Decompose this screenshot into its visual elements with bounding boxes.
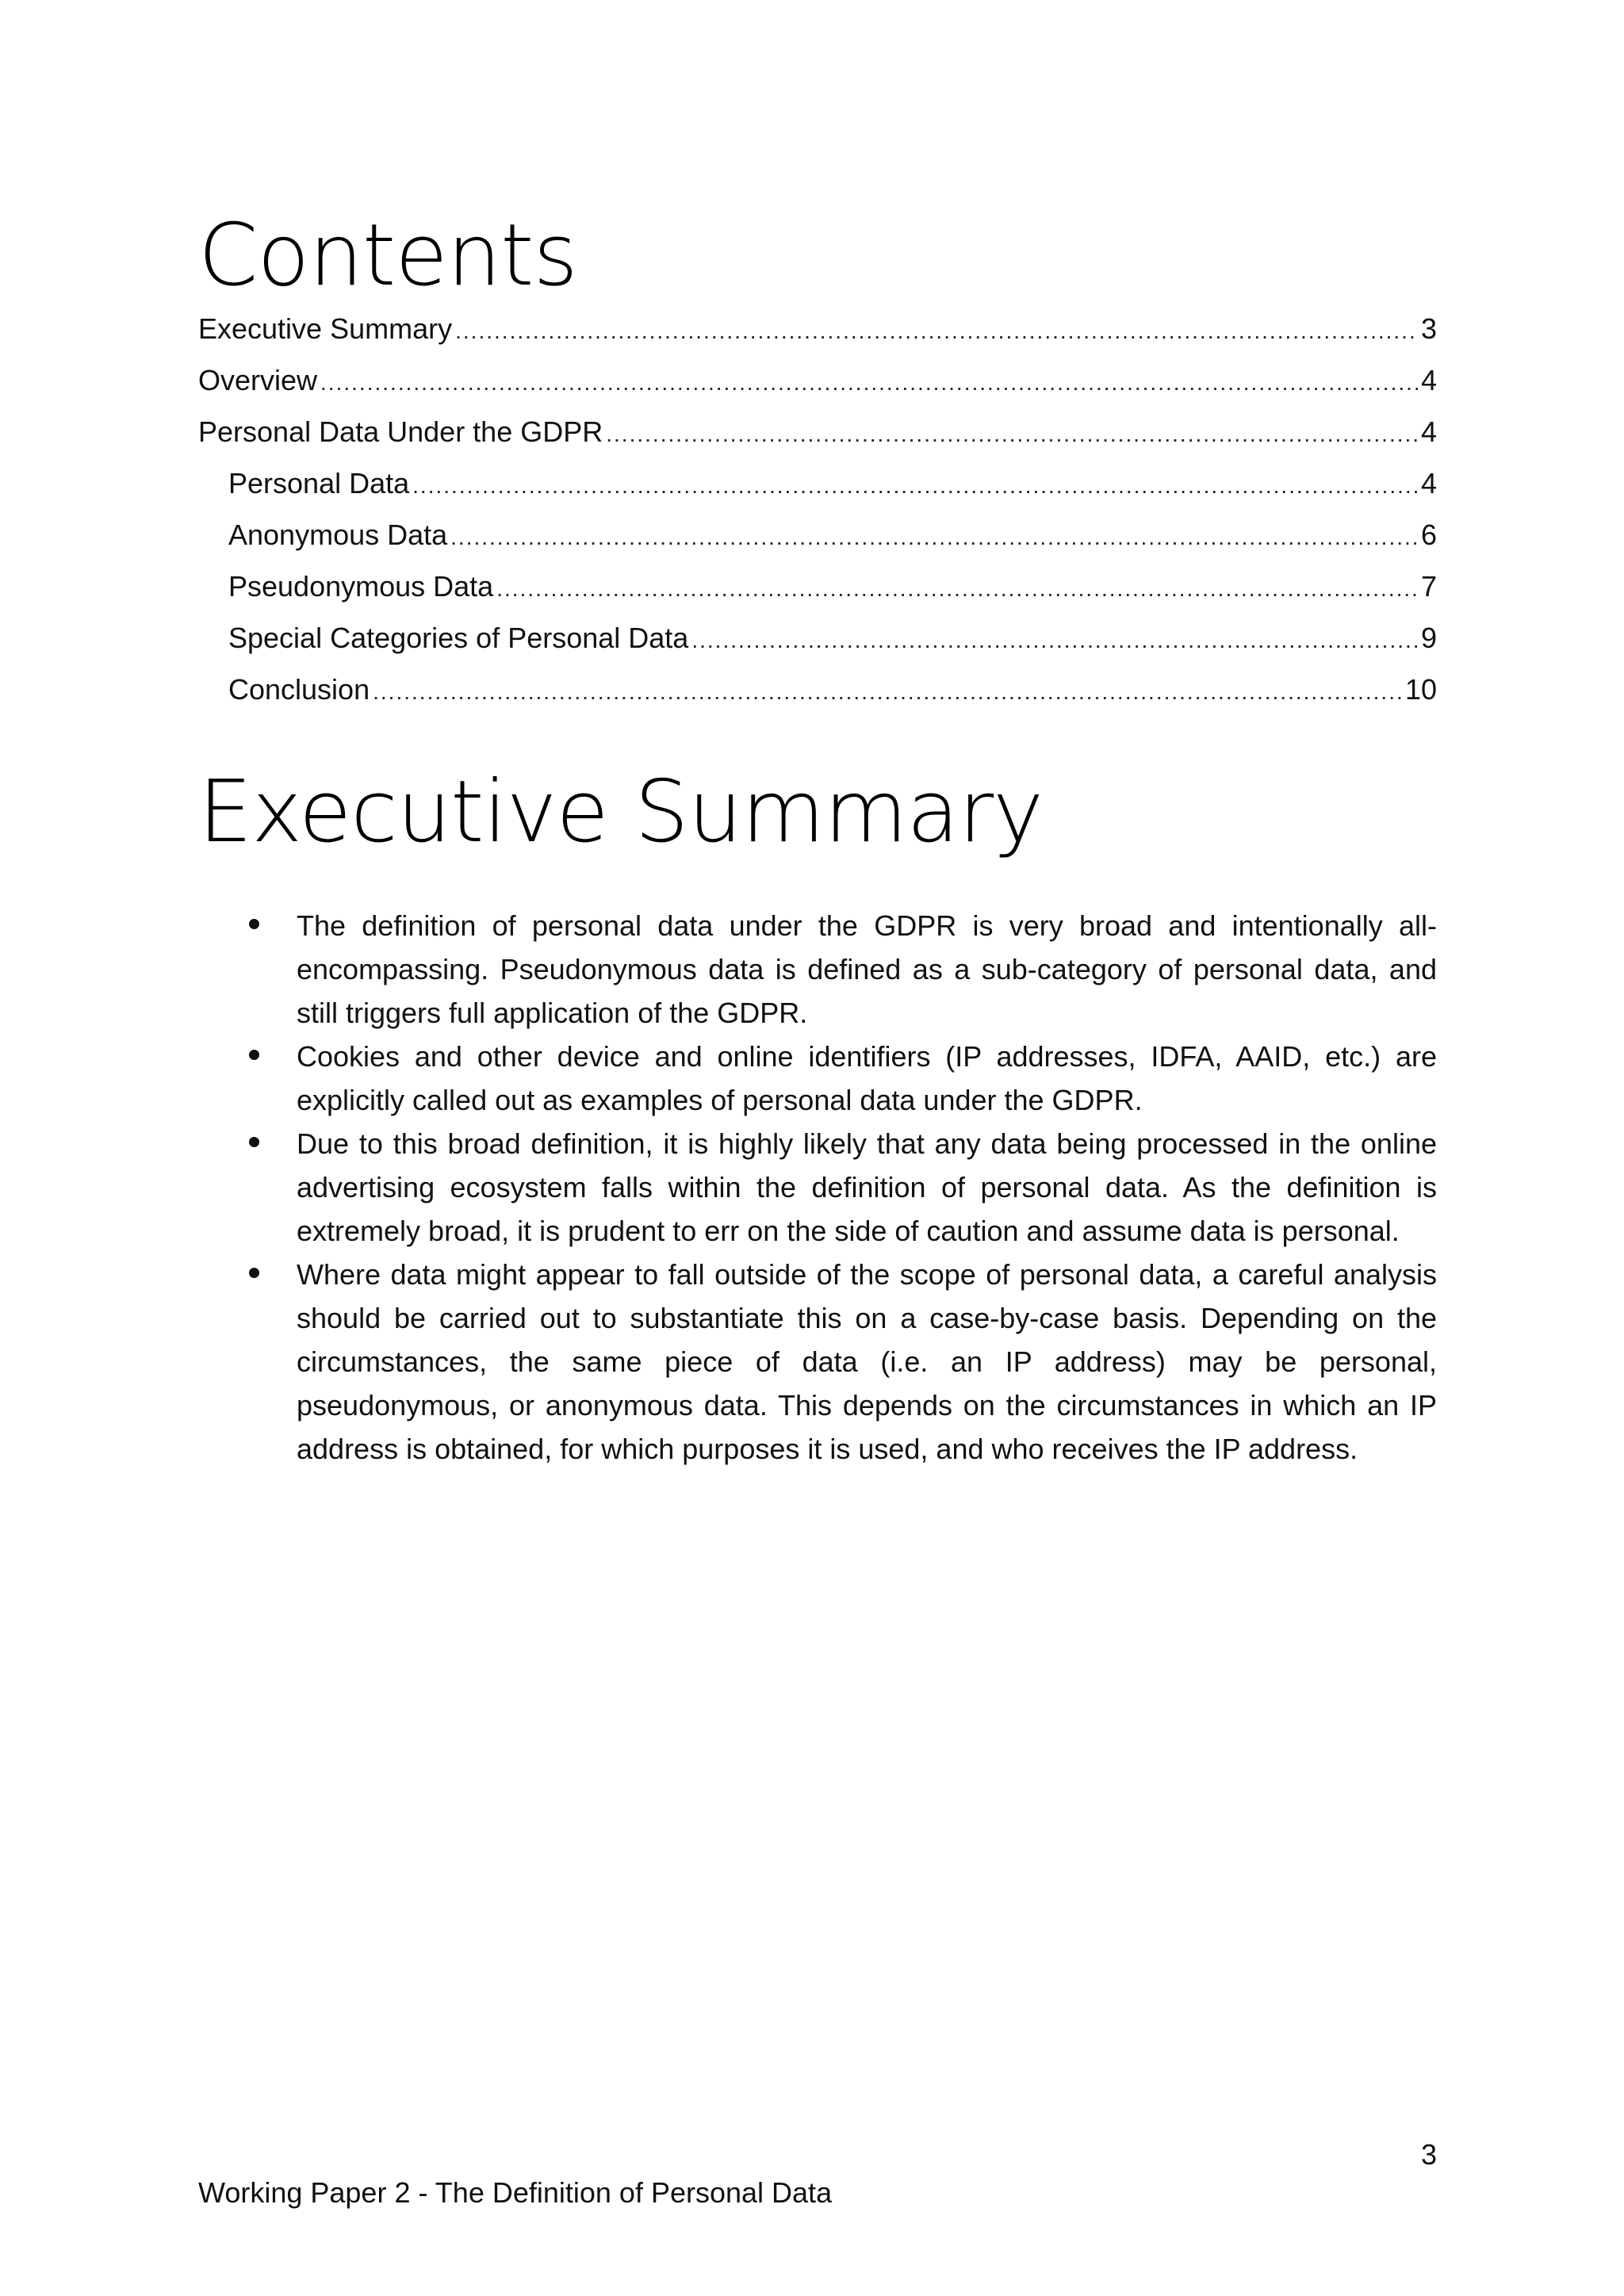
toc-entry[interactable] <box>198 406 1437 457</box>
document-page <box>198 0 1437 2296</box>
toc-entry-page: 9 <box>1420 622 1437 654</box>
toc-leader-dots <box>450 511 1418 563</box>
summary-bullet-text: The definition of personal data under the GDPR is very broad and intentionally all-encompassing. Pseudonymous data is defined as a sub-category of personal data, and still triggers full application of the GDPR. <box>297 909 1437 1029</box>
toc-leader-dots <box>412 460 1418 511</box>
summary-bullet-text: Where data might appear to fall outside of the scope of personal data, a careful analysis should be carried out to substantiate this on a case-by-case basis. Depending on the circumstances, the same piece of data (i.e. an IP address) may be personal, pseudonymous, or anonymous data. This depends on the circumstances in which an IP address is obtained, for which purposes it is used, and who receives the IP address. <box>297 1258 1437 1465</box>
summary-bullet <box>198 1122 1437 1253</box>
toc-entry-title: Special Categories of Personal Data <box>228 622 689 654</box>
toc-subentry[interactable] <box>198 509 1437 561</box>
contents-heading: Contents <box>198 206 577 305</box>
toc-entry-title: Personal Data <box>228 467 410 499</box>
toc-entry-page: 6 <box>1420 519 1437 551</box>
bullet-icon <box>249 919 259 929</box>
toc-leader-dots <box>455 305 1418 357</box>
bullet-icon <box>249 1050 259 1060</box>
toc-leader-dots <box>691 614 1418 666</box>
toc-leader-dots <box>606 408 1418 460</box>
toc-entry-page: 4 <box>1420 467 1437 499</box>
toc-entry-title: Conclusion <box>228 673 370 706</box>
summary-bullet <box>198 1035 1437 1122</box>
toc-entry-page: 7 <box>1420 570 1437 603</box>
summary-bullet-list <box>198 904 1437 1471</box>
bullet-icon <box>249 1268 259 1278</box>
toc-entry[interactable] <box>198 354 1437 406</box>
toc-subentry[interactable] <box>198 457 1437 509</box>
footer-title: Working Paper 2 - The Definition of Personal Data <box>198 2176 833 2209</box>
toc-subentry[interactable] <box>198 561 1437 612</box>
toc-entry-title: Pseudonymous Data <box>228 570 494 603</box>
page-number: 3 <box>1420 2138 1437 2171</box>
toc-entry-title: Overview <box>198 364 318 396</box>
summary-bullet <box>198 1253 1437 1471</box>
toc-entry-page: 4 <box>1420 364 1437 396</box>
toc-entry-title: Personal Data Under the GDPR <box>198 415 603 448</box>
toc-entry-title: Executive Summary <box>198 312 453 345</box>
summary-bullet-text: Due to this broad definition, it is highly likely that any data being processed in the online advertising ecosystem falls within the definition of personal data. As the definition is extremely broad, it is prudent to err on the side of caution and assume data is personal. <box>297 1127 1437 1247</box>
toc-subentry[interactable] <box>198 664 1437 715</box>
toc-entry-page: 10 <box>1404 673 1437 706</box>
toc-entry-page: 3 <box>1420 312 1437 345</box>
toc-subentry[interactable] <box>198 612 1437 664</box>
toc-leader-dots <box>496 563 1418 614</box>
toc-leader-dots <box>320 357 1418 408</box>
summary-bullet <box>198 904 1437 1035</box>
toc-entry[interactable] <box>198 303 1437 354</box>
summary-bullet-text: Cookies and other device and online identifiers (IP addresses, IDFA, AAID, etc.) are explicitly called out as examples of personal data under the GDPR. <box>297 1040 1437 1116</box>
toc-entry-title: Anonymous Data <box>228 519 448 551</box>
table-of-contents <box>198 303 1437 715</box>
toc-entry-page: 4 <box>1420 415 1437 448</box>
executive-summary-heading: Executive Summary <box>198 763 1044 862</box>
bullet-icon <box>249 1137 259 1147</box>
toc-leader-dots <box>373 666 1402 718</box>
